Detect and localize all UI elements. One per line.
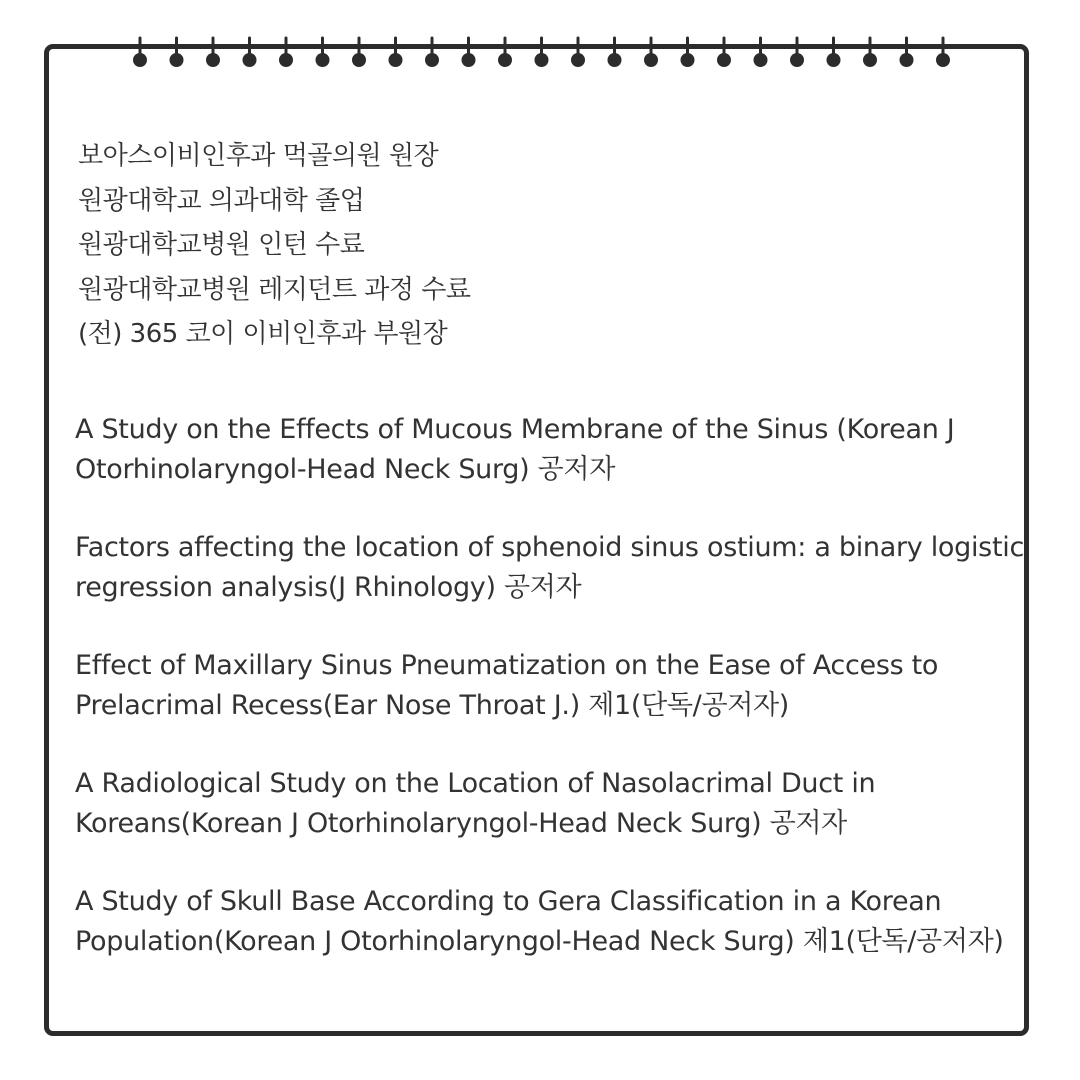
spiral-binding bbox=[0, 0, 1080, 80]
spiral-ring-icon bbox=[827, 38, 841, 67]
spiral-ring-icon bbox=[243, 38, 257, 67]
spiral-ring-icon bbox=[863, 38, 877, 67]
spiral-ring-icon bbox=[790, 38, 804, 67]
spiral-ring-icon bbox=[462, 38, 476, 67]
spiral-ring-icon bbox=[936, 38, 950, 67]
spiral-ring-icon bbox=[608, 38, 622, 67]
spiral-ring-icon bbox=[717, 38, 731, 67]
publication-item: A Study of Skull Base According to Gera Classification in a Korean Population(Korean J Otorhinolaryngol-Head Neck Surg) 제1(단독/공저자) bbox=[75, 886, 1004, 957]
spiral-ring-icon bbox=[352, 38, 366, 67]
spiral-ring-icon bbox=[279, 38, 293, 67]
spiral-ring-icon bbox=[535, 38, 549, 67]
career-list bbox=[78, 134, 978, 357]
spiral-ring-icon bbox=[425, 38, 439, 67]
publication-item: Effect of Maxillary Sinus Pneumatization on the Ease of Access to Prelacrimal Recess(Ear Nose Throat J.) 제1(단독/공저자) bbox=[75, 650, 939, 721]
career-item: 원광대학교병원 레지던트 과정 수료 bbox=[78, 274, 471, 305]
publication-item: A Study on the Effects of Mucous Membrane of the Sinus (Korean J Otorhinolaryngol-Head Neck Surg) 공저자 bbox=[75, 414, 955, 485]
publication-item: Factors affecting the location of sphenoid sinus ostium: a binary logistic regression analysis(J Rhinology) 공저자 bbox=[75, 532, 1024, 603]
career-item: 원광대학교 의과대학 졸업 bbox=[78, 185, 365, 216]
spiral-ring-icon bbox=[498, 38, 512, 67]
spiral-ring-icon bbox=[900, 38, 914, 67]
spiral-ring-icon bbox=[681, 38, 695, 67]
publication-item: A Radiological Study on the Location of Nasolacrimal Duct in Koreans(Korean J Otorhinolaryngol-Head Neck Surg) 공저자 bbox=[75, 768, 876, 839]
spiral-ring-icon bbox=[644, 38, 658, 67]
publication-list bbox=[75, 410, 1025, 1000]
spiral-ring-icon bbox=[571, 38, 585, 67]
career-item: 원광대학교병원 인턴 수료 bbox=[78, 230, 365, 260]
spiral-ring-icon bbox=[170, 38, 184, 67]
spiral-ring-icon bbox=[316, 38, 330, 67]
career-item: 보아스이비인후과 먹골의원 원장 bbox=[78, 141, 439, 171]
spiral-ring-icon bbox=[206, 38, 220, 67]
spiral-ring-icon bbox=[754, 38, 768, 67]
spiral-ring-icon bbox=[389, 38, 403, 67]
spiral-ring-icon bbox=[133, 38, 147, 67]
career-item: (전) 365 코이 이비인후과 부원장 bbox=[78, 319, 448, 349]
